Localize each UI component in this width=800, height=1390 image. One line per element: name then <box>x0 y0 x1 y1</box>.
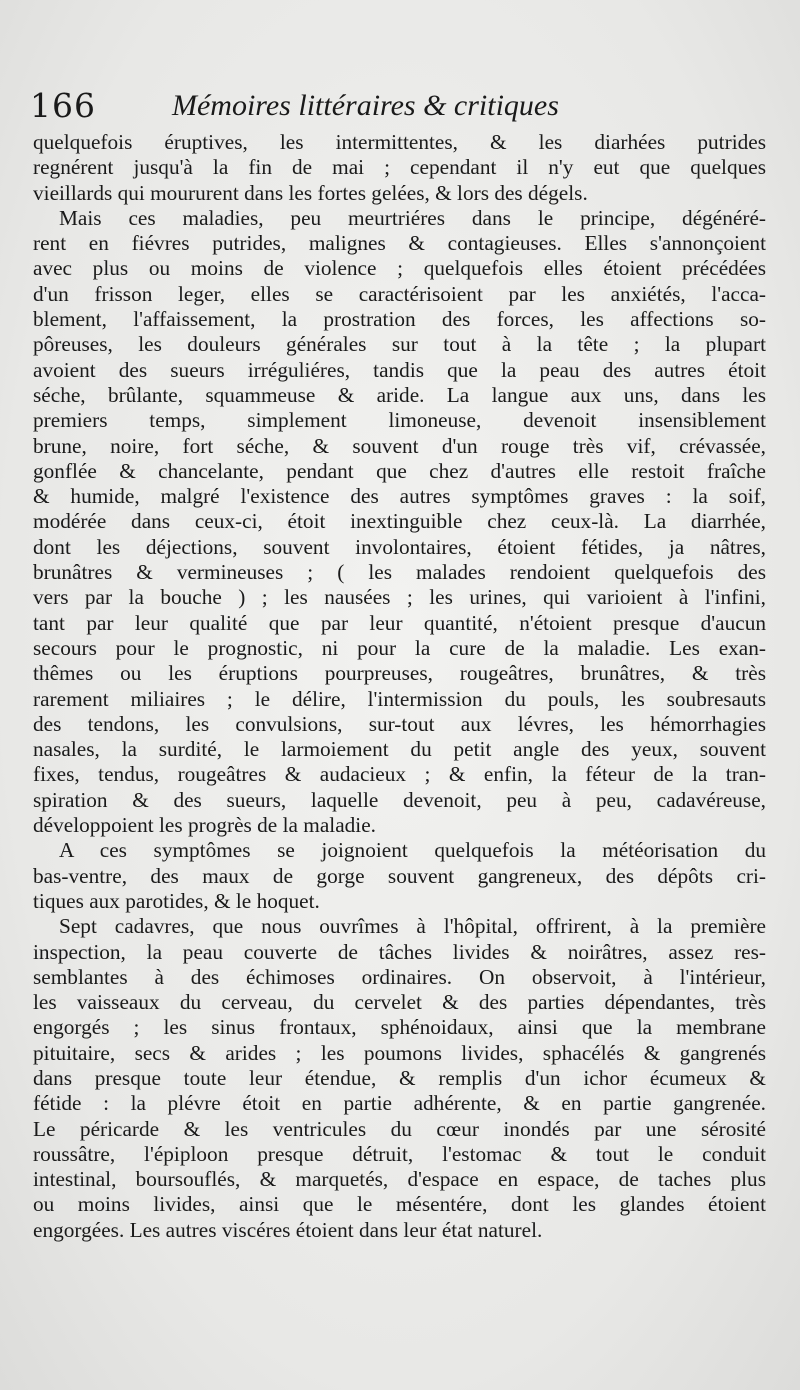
text-line: & humide, malgré l'existence des autres symptômes graves : la soif, <box>33 484 766 509</box>
text-line: brunâtres & vermineuses ; ( les malades rendoient quelquefois des <box>33 560 766 585</box>
text-line: brune, noire, fort séche, & souvent d'un rouge très vif, crévassée, <box>33 433 766 458</box>
text-line: des tendons, les convulsions, sur-tout aux lévres, les hémorrhagies <box>33 711 766 736</box>
text-line: quelquefois éruptives, les intermittentes, & les diarhées putrides <box>33 130 766 154</box>
text-line: pôreuses, les douleurs générales sur tout à la tête ; la plupart <box>33 332 766 357</box>
text-line: avoient des sueurs irréguliéres, tandis que la peau des autres étoit <box>33 357 766 382</box>
text-line: tant par leur qualité que par leur quantité, n'étoient presque d'aucun <box>33 610 766 635</box>
text-line: gonflée & chancelante, pendant que chez d'autres elle restoit fraîche <box>33 458 766 483</box>
text-line: regnérent jusqu'à la fin de mai ; cependant il n'y eut que quelques <box>33 155 766 180</box>
body-text <box>33 130 766 1243</box>
text-line: thêmes ou les éruptions pourpreuses, rougeâtres, brunâtres, & très <box>33 661 766 686</box>
text-line: avec plus ou moins de violence ; quelquefois elles étoient précédées <box>33 256 766 281</box>
text-line: engorgés ; les sinus frontaux, sphénoidaux, ainsi que la membrane <box>33 1015 766 1040</box>
page-number: 166 <box>30 86 96 125</box>
running-head <box>30 82 770 130</box>
text-line: les vaisseaux du cerveau, du cervelet & des parties dépendantes, très <box>33 990 766 1015</box>
paragraph-start-line: A ces symptômes se joignoient quelquefois la météorisation du <box>59 838 766 863</box>
text-line: blement, l'affaissement, la prostration des forces, les affections so- <box>33 307 766 332</box>
text-line: fétide : la plévre étoit en partie adhérente, & en partie gangrenée. <box>33 1091 766 1116</box>
text-line: ou moins livides, ainsi que le mésentére, dont les glandes étoient <box>33 1192 766 1217</box>
running-title: Mémoires littéraires & critiques <box>172 89 559 122</box>
text-line: secours pour le prognostic, ni pour la cure de la maladie. Les exan- <box>33 635 766 660</box>
text-line: nasales, la surdité, le larmoiement du petit angle des yeux, souvent <box>33 737 766 762</box>
text-line: spiration & des sueurs, laquelle devenoit, peu à peu, cadavéreuse, <box>33 787 766 812</box>
text-line: tiques aux parotides, & le hoquet. <box>33 888 320 913</box>
paragraph-start-line: Mais ces maladies, peu meurtriéres dans le principe, dégénéré- <box>59 205 766 230</box>
text-line: rent en fiévres putrides, malignes & contagieuses. Elles s'annonçoient <box>33 231 766 256</box>
text-line: semblantes à des échimoses ordinaires. On observoit, à l'intérieur, <box>33 964 766 989</box>
text-line: roussâtre, l'épiploon presque détruit, l'estomac & tout le conduit <box>33 1141 766 1166</box>
text-line: d'un frisson leger, elles se caractérisoient par les anxiétés, l'acca- <box>33 281 766 306</box>
text-line: dans presque toute leur étendue, & remplis d'un ichor écumeux & <box>33 1065 766 1090</box>
text-line: vieillards qui moururent dans les fortes gelées, & lors des dégels. <box>33 180 588 205</box>
text-line: intestinal, boursouflés, & marquetés, d'espace en espace, de taches plus <box>33 1167 766 1192</box>
text-line: premiers temps, simplement limoneuse, devenoit insensiblement <box>33 408 766 433</box>
text-line: dont les déjections, souvent involontaires, étoient fétides, ja nâtres, <box>33 534 766 559</box>
text-line: pituitaire, secs & arides ; les poumons livides, sphacélés & gangrenés <box>33 1040 766 1065</box>
text-line: inspection, la peau couverte de tâches livides & noirâtres, assez res- <box>33 939 766 964</box>
text-line: vers par la bouche ) ; les nausées ; les urines, qui varioient à l'infini, <box>33 585 766 610</box>
text-line: bas-ventre, des maux de gorge souvent gangreneux, des dépôts cri- <box>33 863 766 888</box>
text-line: modérée dans ceux-ci, étoit inextinguible chez ceux-là. La diarrhée, <box>33 509 766 534</box>
text-line: fixes, tendus, rougeâtres & audacieux ; & enfin, la féteur de la tran- <box>33 762 766 787</box>
text-line: Le péricarde & les ventricules du cœur inondés par une sérosité <box>33 1116 766 1141</box>
paragraph-start-line: Sept cadavres, que nous ouvrîmes à l'hôpital, offrirent, à la première <box>59 914 766 939</box>
text-line: séche, brûlante, squammeuse & aride. La langue aux uns, dans les <box>33 382 766 407</box>
text-line: développoient les progrès de la maladie. <box>33 813 376 838</box>
text-line: rarement miliaires ; le délire, l'intermission du pouls, les soubresauts <box>33 686 766 711</box>
text-line: engorgées. Les autres viscéres étoient dans leur état naturel. <box>33 1217 543 1242</box>
